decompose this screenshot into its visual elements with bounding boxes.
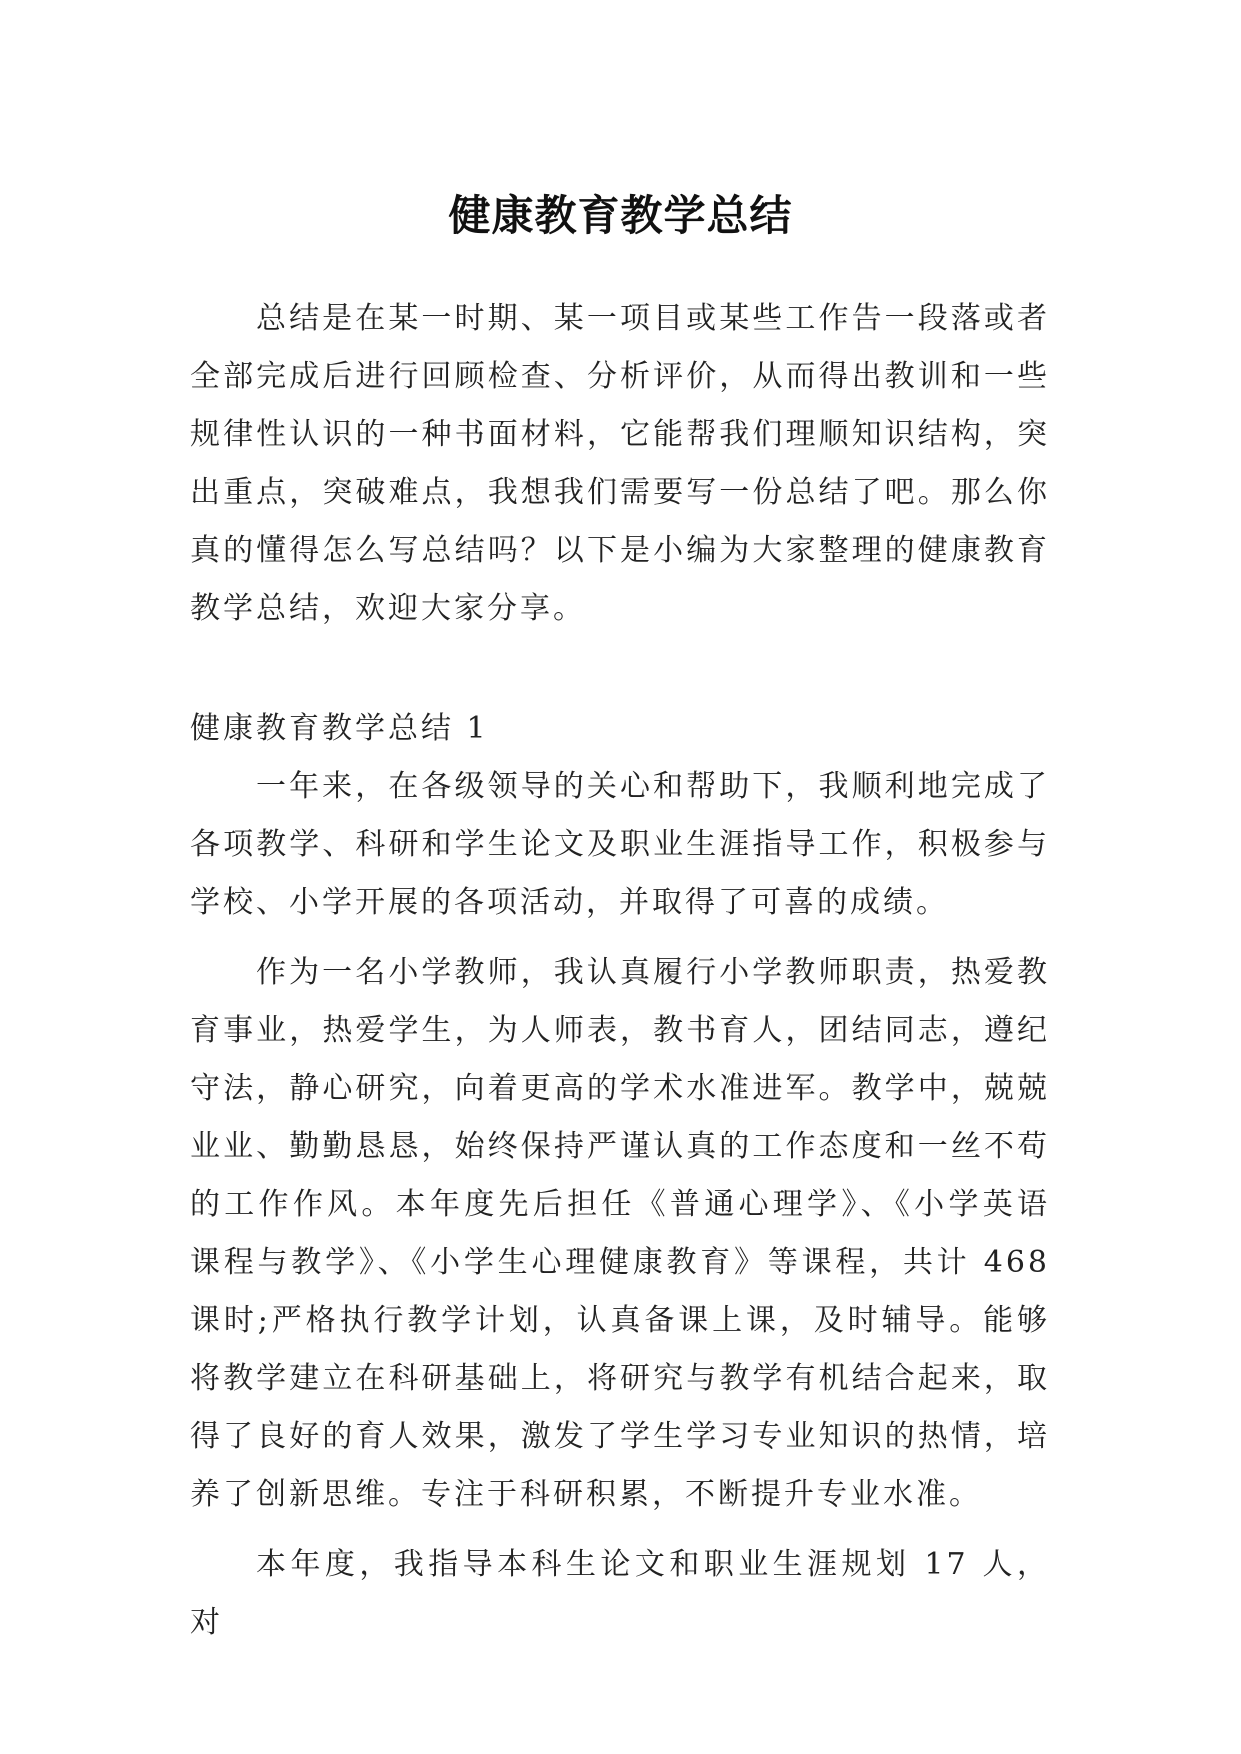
paragraph-3: 本年度，我指导本科生论文和职业生涯规划 17 人，对 [190, 1547, 1050, 1640]
paragraph-2: 作为一名小学教师，我认真履行小学教师职责，热爱教育事业，热爱学生，为人师表，教书育人，团结同志，遵纪守法，静心研究，向着更高的学术水准进军。教学中，兢兢业业、勤勤恳恳，始终保持严谨认真的工作态度和一丝不苟的工作作风。本年度先后担任《普通心理学》、《小学英语课程与教学》、《小学生心理健康教育》等课程，共计 468 课时;严格执行教学计划，认真备课上课，及时辅导。能够将教学建立在科研基础上，将研究与教学有机结合起来，取得了良好的育人效果，激发了学生学习专业知识的热情，培养了创新思维。专注于科研积累，不断提升专业水准。 [190, 955, 1050, 1512]
intro-paragraph: 总结是在某一时期、某一项目或某些工作告一段落或者全部完成后进行回顾检查、分析评价，从而得出教训和一些规律性认识的一种书面材料，它能帮我们理顺知识结构，突出重点，突破难点，我想我们需要写一份总结了吧。那么你真的懂得怎么写总结吗？以下是小编为大家整理的健康教育教学总结，欢迎大家分享。 [190, 301, 1050, 626]
paragraph-1: 一年来，在各级领导的关心和帮助下，我顺利地完成了各项教学、科研和学生论文及职业生涯指导工作，积极参与学校、小学开展的各项活动，并取得了可喜的成绩。 [190, 769, 1050, 920]
section-body [190, 758, 1050, 1664]
section-heading: 健康教育教学总结 1 [190, 711, 489, 746]
document-title: 健康教育教学总结 [448, 191, 793, 241]
intro-block [190, 290, 1050, 638]
